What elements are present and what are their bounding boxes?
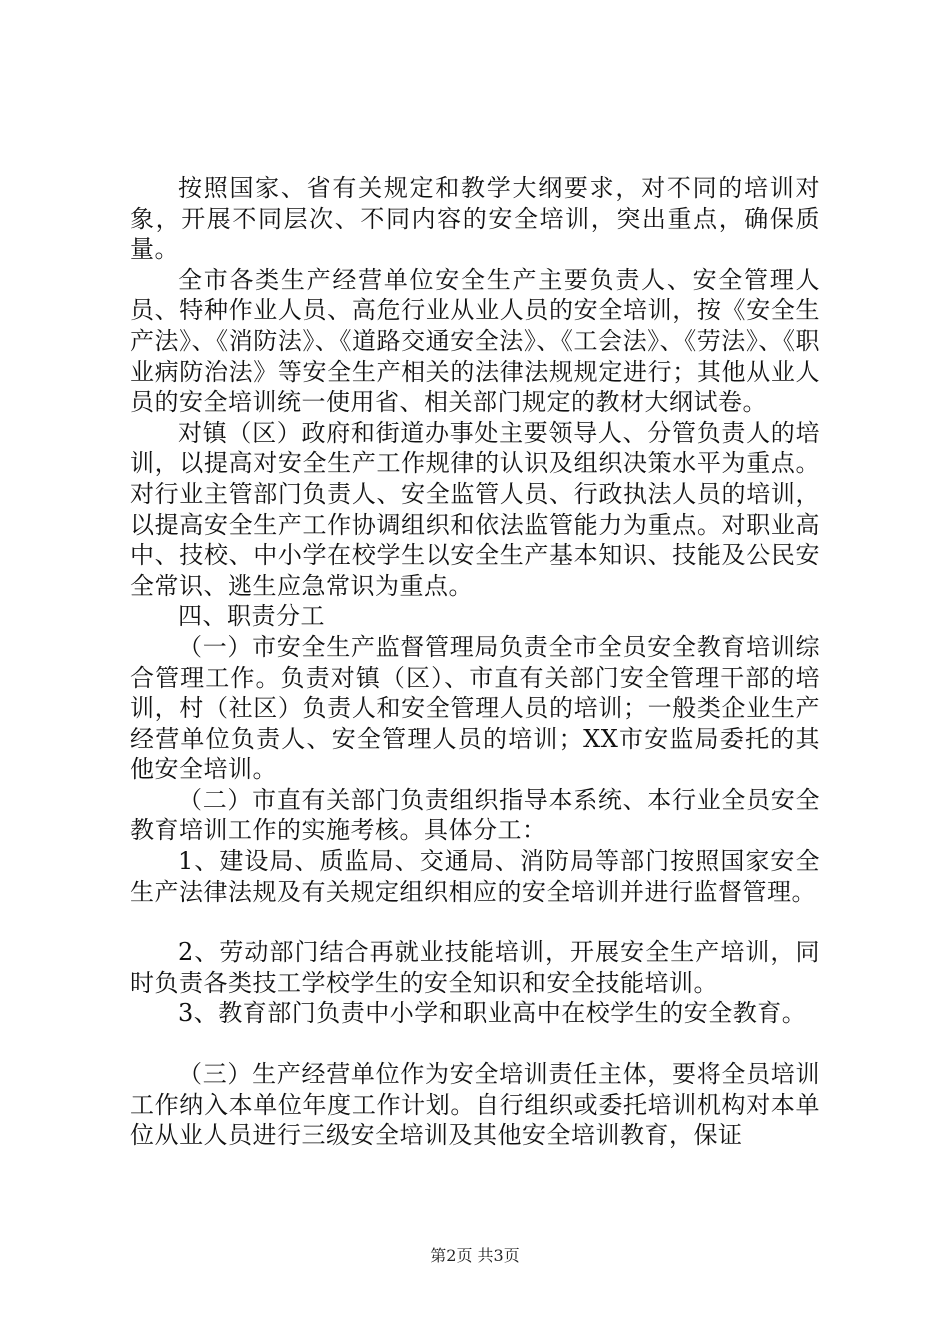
paragraph-duty-3: （三）生产经营单位作为安全培训责任主体，要将全员培训工作纳入本单位年度工作计划。自行组织或委托培训机构对本单位从业人员进行三级安全培训及其他安全培训教育，保证 [130,1060,820,1150]
paragraph-government-training: 对镇（区）政府和街道办事处主要领导人、分管负责人的培训，以提高对安全生产工作规律的认识及组织决策水平为重点。对行业主管部门负责人、安全监管人员、行政执法人员的培训，以提高安全生产工作协调组织和依法监管能力为重点。对职业高中、技校、中小学在校学生以安全生产基本知识、技能及公民安全常识、逃生应急常识为重点。 [130,418,820,600]
paragraph-item-3: 3、教育部门负责中小学和职业高中在校学生的安全教育。 [178,999,807,1028]
paragraph-enterprise-training: 全市各类生产经营单位安全生产主要负责人、安全管理人员、特种作业人员、高危行业从业人员的安全培训，按《安全生产法》、《消防法》、《道路交通安全法》、《工会法》、《劳法》、《职业病防治法》等安全生产相关的法律法规规定进行；其他从业人员的安全培训统一使用省、相关部门规定的教材大纲试卷。 [130,265,820,417]
paragraph-training-principle: 按照国家、省有关规定和教学大纲要求，对不同的培训对象，开展不同层次、不同内容的安全培训，突出重点，确保质量。 [130,174,820,264]
document-body [130,173,820,1151]
paragraph-item-1: 1、建设局、质监局、交通局、消防局等部门按照国家安全生产法律法规及有关规定组织相应的安全培训并进行监督管理。 [130,847,820,906]
paragraph-duty-2: （二）市直有关部门负责组织指导本系统、本行业全员安全教育培训工作的实施考核。具体分工： [130,785,820,845]
page-number-footer: 第2页 共3页 [430,1246,520,1265]
paragraph-item-2: 2、劳动部门结合再就业技能培训，开展安全生产培训，同时负责各类技工学校学生的安全知识和安全技能培训。 [130,938,820,997]
paragraph-duty-1: （一）市安全生产监督管理局负责全市全员安全教育培训综合管理工作。负责对镇（区）、市直有关部门安全管理干部的培训，村（社区）负责人和安全管理人员的培训；一般类企业生产经营单位负责人、安全管理人员的培训；XX市安监局委托的其他安全培训。 [130,632,820,784]
section-heading-duties: 四、职责分工 [178,602,325,631]
